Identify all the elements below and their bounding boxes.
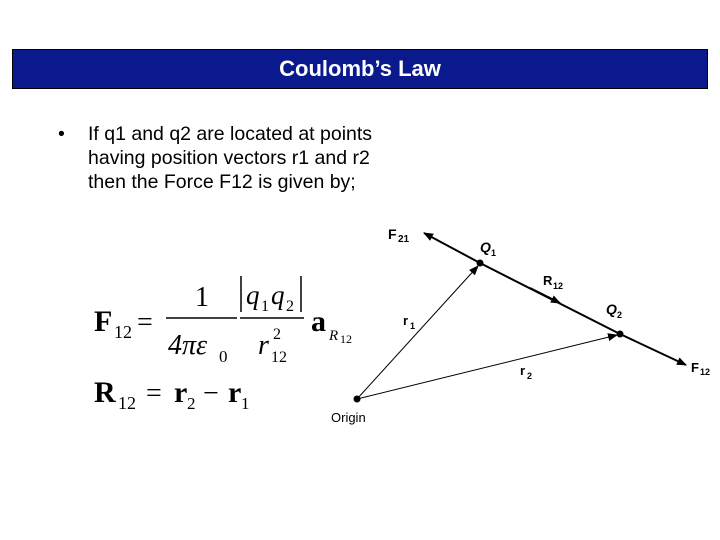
eq1-unit-subsub: 12 <box>340 332 352 346</box>
point-Q1 <box>477 260 484 267</box>
label-r2-sub: 2 <box>527 371 533 381</box>
arrow-r1 <box>357 266 478 399</box>
eq2-lhs-sub: 12 <box>118 393 136 413</box>
label-R12-sub: 12 <box>553 281 564 291</box>
eq1-denominator: 4πε <box>168 330 208 361</box>
eq1-lhs-sub: 12 <box>114 322 132 342</box>
label-Q1: Q <box>480 239 491 255</box>
slide-title: Coulomb’s Law <box>279 56 441 81</box>
eq2-r1-sub: 1 <box>241 394 250 413</box>
label-r2: r <box>520 363 526 378</box>
arrow-F21 <box>424 233 480 263</box>
label-F12-sub: 12 <box>700 367 711 377</box>
bullet-text: If q1 and q2 are located at points having position vectors r1 and r2 then the Force F12 is given by; <box>88 123 373 193</box>
label-Q1-sub: 1 <box>491 248 497 258</box>
eq1-abs-q1: q <box>246 280 260 310</box>
eq2-r1: r <box>228 376 242 409</box>
arrow-F12 <box>620 334 686 365</box>
eq1-r-sub: 12 <box>271 349 287 366</box>
label-F21: F <box>388 226 397 242</box>
eq2-equals: = <box>146 378 162 409</box>
point-origin <box>354 396 361 403</box>
eq2-minus: − <box>203 378 219 409</box>
eq1-r: r <box>258 330 269 361</box>
eq1-abs-q1-sub: 1 <box>261 298 269 315</box>
eq2-r2-sub: 2 <box>187 394 196 413</box>
eq1-abs-q2-sub: 2 <box>286 298 294 315</box>
label-r1-sub: 1 <box>410 321 416 331</box>
eq1-equals: = <box>137 307 153 338</box>
point-Q2 <box>617 331 624 338</box>
label-R12: R <box>543 273 553 288</box>
eq1-unit: a <box>311 305 326 338</box>
eq2-lhs: R <box>94 376 116 409</box>
arrow-r2 <box>357 335 617 399</box>
label-F12: F <box>691 360 699 375</box>
eq1-lhs: F <box>94 305 113 338</box>
eq1-numerator: 1 <box>195 282 209 313</box>
label-r1: r <box>403 313 409 328</box>
eq1-abs-q2: q <box>271 280 285 310</box>
label-F21-sub: 21 <box>398 234 410 245</box>
eq1-r-sup: 2 <box>273 326 281 343</box>
eq2-r2: r <box>174 376 188 409</box>
eq1-unit-sub: R <box>329 328 339 344</box>
label-Q2-sub: 2 <box>617 310 623 320</box>
label-origin: Origin <box>331 410 366 425</box>
eq1-denominator-sub: 0 <box>219 347 228 366</box>
label-Q2: Q <box>606 301 617 317</box>
bullet-marker: • <box>58 123 65 145</box>
